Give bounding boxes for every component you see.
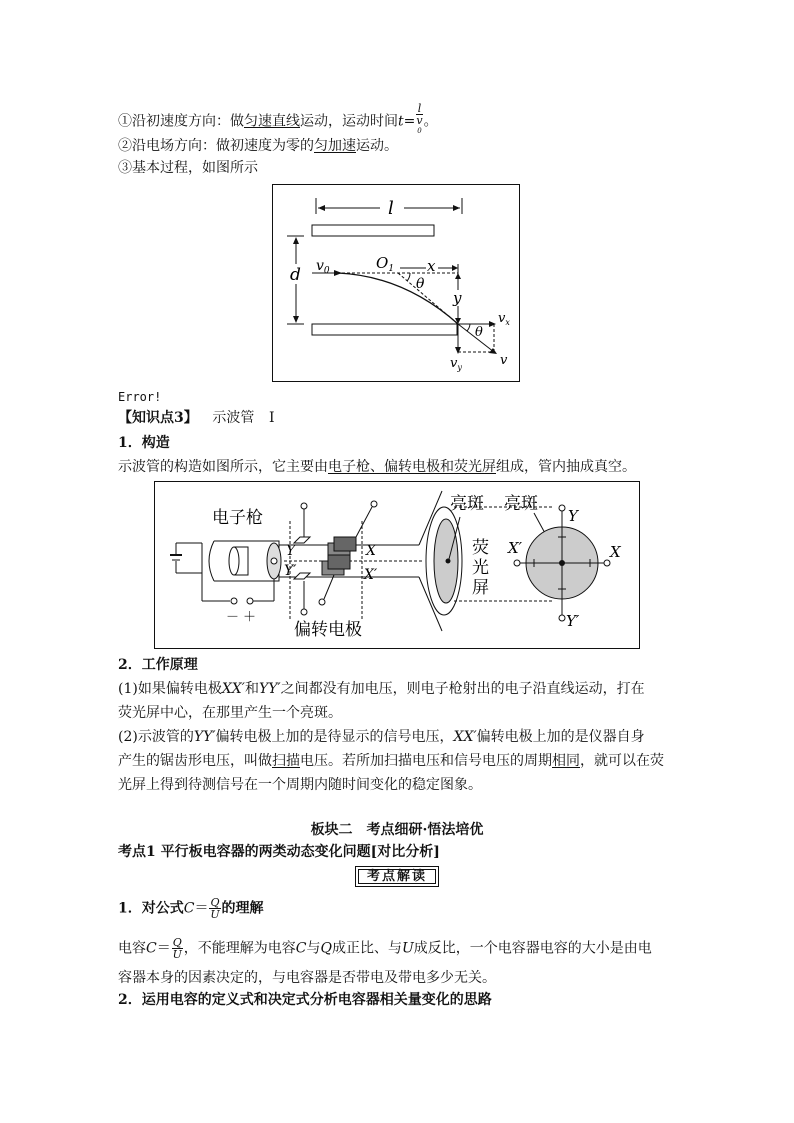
upper-plate [312,225,434,236]
construction-text: 示波管的构造如图所示，它主要由电子枪、偏转电极和荧光屏组成，管内抽成真空。 [118,459,636,475]
item-3: ③基本过程，如图所示 [118,160,258,176]
principle-p2-line3: 光屏上得到待测信号在一个周期内随时间变化的稳定图象。 [118,777,482,793]
label-x: x [427,257,436,275]
label-bright-spot-1: 亮斑 [450,494,484,514]
time-fraction: l v $^0$ [416,102,423,135]
label-Xp-screen: X′ [508,539,523,557]
kp3-heading: 【知识点3】 示波管 Ⅰ [118,410,275,426]
label-d: d [290,265,301,285]
principle-p2-line1: (2)示波管的YY′偏转电极上加的是待显示的信号电压，XX′偏转电极上加的是仪器自身 [118,729,645,745]
error-text: Error! [118,390,162,404]
label-l: l [388,198,394,219]
formula-heading-2: 2．运用电容的定义式和决定式分析电容器相关量变化的思路 [118,992,492,1008]
label-electron-gun: 电子枪 [212,508,263,528]
label-vx: $v_x$ [498,311,510,327]
deflection-figure [272,184,520,382]
label-Yp-screen: Y′ [566,612,580,630]
formula-paragraph-line1: 电容C＝ $\frac{Q}{U}$ ，不能理解为电容C与Q成正比、与U成反比，一个电容器电容的大小是由电 [118,936,652,961]
kp1-title: 考点1 平行板电容器的两类动态变化问题[对比分析] [118,844,440,860]
item-1: ①沿初速度方向：做匀速直线运动，运动时间t= l v $^0$ 。 [118,103,438,140]
label-vy: $v_y$ [450,356,462,372]
principle-p2-line2: 产生的锯齿形电压，叫做扫描电压。若所加扫描电压和信号电压的周期相同，就可以在荧 [118,753,664,769]
item-2: ②沿电场方向：做初速度为零的匀加速运动。 [118,138,398,154]
label-Y-plate: Y [286,543,296,559]
label-Y-screen: Y [568,507,578,525]
label-theta-1: θ [416,276,425,292]
label-Yp-plate: Y′ [284,563,297,579]
principle-p1-line2: 荧光屏中心，在那里产生一个亮斑。 [118,705,342,721]
label-minus: － [226,610,240,625]
label-v0: $v_0$ [316,258,330,276]
label-Xp-plate: X′ [364,567,378,583]
label-screen-1: 荧 [472,538,489,558]
formula-heading-1: 1．对公式C＝ $\frac{Q}{U}$ 的理解 [118,896,264,921]
principle-heading: 2．工作原理 [118,657,198,673]
uniform-motion-text: 匀速直线 [244,113,300,130]
label-deflection: 偏转电极 [294,620,362,640]
oscilloscope-figure [154,481,640,649]
label-y: y [453,289,462,307]
label-plus: ＋ [243,610,257,625]
lower-plate [312,324,457,335]
label-O1: $O_1$ [376,254,395,274]
label-bright-spot-2: 亮斑 [504,494,538,514]
construction-heading: 1．构造 [118,435,170,451]
principle-p1-line1: (1)如果偏转电极XX′和YY′之间都没有加电压，则电子枪射出的电子沿直线运动，打在 [118,681,645,697]
block2-title: 板块二 考点细研·悟法培优 [310,822,484,838]
accel-motion-text: 匀加速 [314,138,356,154]
label-screen-3: 屏 [472,578,489,598]
label-X-plate: X [366,543,376,559]
formula-paragraph-line2: 容器本身的因素决定的，与电容器是否带电及带电多少无关。 [118,970,496,986]
kp-explain-box: 考点解读 [355,866,439,887]
label-screen-2: 光 [472,558,489,578]
label-theta-2: θ [475,325,483,340]
label-X-screen: X [610,543,621,561]
label-v: v [500,353,508,368]
